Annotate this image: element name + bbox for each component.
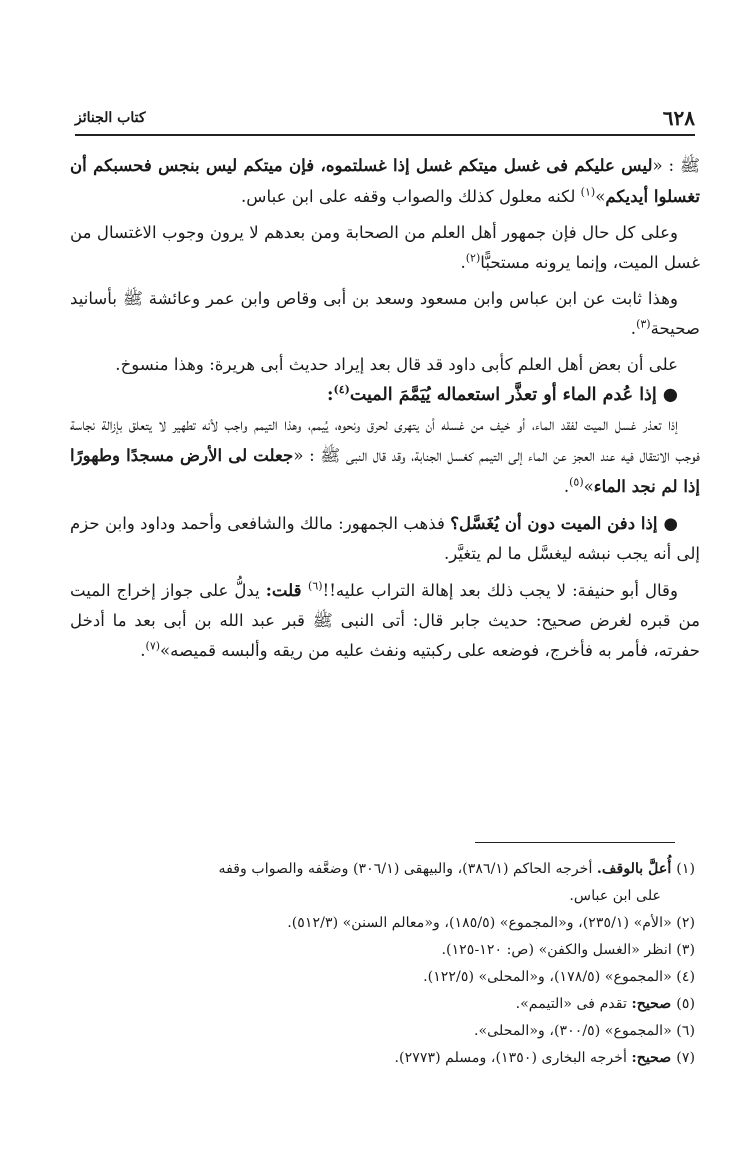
footnote-7-number: (٧): [676, 1050, 695, 1066]
footnote-ref-2: (٢): [465, 251, 481, 265]
footnote-1-grade: أُعلَّ بالوقف.: [596, 861, 677, 877]
bullet-icon: ●: [663, 514, 678, 533]
p1-text-a: ﷺ : «: [652, 156, 700, 175]
paragraph-2: [70, 218, 700, 278]
footnote-1-number: (١): [676, 861, 695, 877]
p6-end: .: [140, 641, 146, 660]
paragraph-5: [70, 410, 700, 502]
footnote-ref-1: (١): [580, 185, 596, 199]
footnote-7: [75, 1045, 695, 1072]
main-text: [70, 150, 700, 666]
footnote-ref-6: (٦): [308, 579, 323, 593]
paragraph-3: [70, 284, 700, 344]
footnote-5-grade: صحيح:: [631, 996, 677, 1012]
footnote-ref-5: (٥): [569, 475, 584, 489]
footnote-ref-4: (٤): [333, 383, 350, 397]
p2-text: وعلى كل حال فإن جمهور أهل العلم من الصحابة ومن بعدهم لا يرون وجوب الاغتسال من غسل الميت، وإنما يرونه مستحبًّا: [70, 223, 700, 272]
heading-1-text: إذا عُدم الماء أو تعذَّر استعماله يُيَمَّمَ الميت: [349, 385, 657, 405]
footnote-1-continued: على ابن عباس.: [569, 888, 661, 904]
running-title: كتاب الجنائز: [75, 110, 146, 126]
footnote-5: [75, 991, 695, 1018]
p3-text: وهذا ثابت عن ابن عباس وابن مسعود وسعد بن أبى وقاص وابن عمر وعائشة ﷺ بأسانيد صحيحة: [70, 289, 700, 338]
page-number: ٦٢٨: [662, 106, 695, 130]
footnote-ref-3: (٣): [636, 317, 651, 331]
p3-end: .: [630, 319, 637, 338]
hadith-quote-1: ليس عليكم فى غسل ميتكم غسل إذا غسلتموه، فإن ميتكم ليس بنجس فحسبكم أن تغسلوا أيديكم: [70, 155, 700, 206]
p1-text-b: »: [595, 187, 606, 206]
section-heading-1: [70, 380, 700, 410]
p5-end: .: [563, 477, 570, 496]
p2-end: .: [460, 253, 466, 272]
footnote-3: (٣) انظر «الغسل والكفن» (ص: ١٢٠-١٢٥).: [441, 942, 695, 958]
p1-text-c: لكنه معلول كذلك والصواب وقفه على ابن عباس.: [240, 187, 581, 206]
footnote-6: (٦) «المجموع» (٣٠٠/٥)، و«المحلى».: [473, 1023, 695, 1039]
footnote-divider: [475, 842, 675, 843]
paragraph-4: [70, 350, 700, 380]
footnote-1-text: أخرجه الحاكم (٣٨٦/١)، والبيهقى (٣٠٦/١) وضعَّفه والصواب وقفه: [218, 861, 597, 877]
heading-2-text: إذا دفن الميت دون أن يُغَسَّل؟: [450, 513, 658, 533]
footnote-7-grade: صحيح:: [631, 1050, 677, 1066]
footnote-5-text: تقدم فى «التيمم».: [515, 996, 632, 1012]
footnote-2: (٢) «الأم» (٢٣٥/١)، و«المجموع» (١٨٥/٥)، و«معالم السنن» (٥١٢/٣).: [287, 915, 695, 931]
bullet-icon: ●: [662, 385, 678, 405]
footnote-ref-7: (٧): [145, 639, 161, 653]
paragraph-1: [70, 150, 700, 212]
footnote-5-number: (٥): [676, 996, 695, 1012]
p4-text: على أن بعض أهل العلم كأبى داود قد قال بعد إيراد حديث أبى هريرة: وهذا منسوخ.: [115, 355, 678, 374]
heading-2-rest: فذهب الجمهور: مالك والشافعى وأحمد وداود وابن حزم إلى أنه يجب نبشه ليغسَّل ما لم يتغيَّر.: [70, 514, 700, 563]
footnotes: [75, 856, 695, 1072]
section-heading-2: [70, 508, 700, 569]
p6-text-b: يدلُّ على جواز إخراج الميت من قبره لغرض صحيح: حديث جابر قال: أتى النبى ﷺ قبر عبد الله بن أبى بعد ما أدخل حفرته، فأمر به فأخرج، فوضعه على ركبتيه ونفث عليه من ريقه وألبسه قميصه»: [70, 581, 700, 660]
footnote-4: (٤) «المجموع» (١٧٨/٥)، و«المحلى» (١٢٢/٥).: [423, 969, 695, 985]
p6-text-a: وقال أبو حنيفة: لا يجب ذلك بعد إهالة التراب عليه!!: [322, 581, 678, 600]
author-comment-label: قلت:: [265, 580, 309, 600]
footnote-1: [75, 856, 695, 883]
heading-1-end: :: [327, 385, 334, 405]
paragraph-6: [70, 575, 700, 666]
hadith-quote-2: جعلت لى الأرض مسجدًا وطهورًا إذا لم نجد الماء: [70, 445, 700, 496]
page-header: [75, 100, 695, 136]
p5-text-a: إذا تعذر غسل الميت لفقد الماء، أو خيف من غسله أن يتهرى لحرق ونحوه، يُيمم، وهذا التيمم واجب لأنه تطهير لا يتعلق بإزالة نجاسة فوجب الانتقال فيه عند العجز عن الماء إلى التيمم كغسل الجنابة، وقد قال النبى ﷺ : «: [70, 415, 700, 465]
footnote-7-text: أخرجه البخارى (١٣٥٠)، ومسلم (٢٧٧٣).: [394, 1050, 632, 1066]
p5-text-b: »: [583, 477, 594, 496]
